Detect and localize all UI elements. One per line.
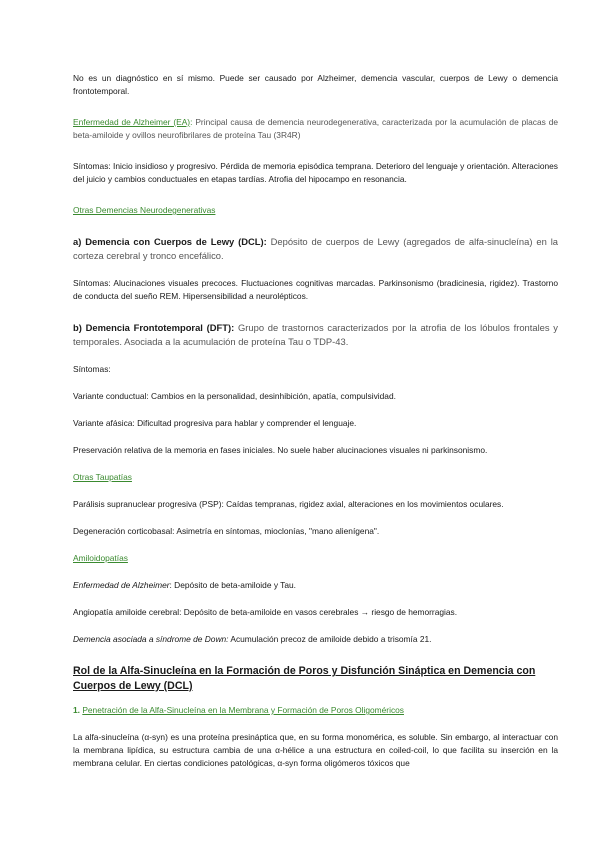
other-dementias-heading: Otras Demencias Neurodegenerativas (73, 205, 216, 215)
dft-symptoms-label: Síntomas: (73, 364, 111, 374)
amyloid-down-term: Demencia asociada a síndrome de Down: (73, 634, 229, 644)
dcl-symptoms: Síntomas: Alucinaciones visuales precoces. Fluctuaciones cognitivas marcadas. Parkinsonismo (bradicinesia, rigidez). Trastorno de conducta del sueño REM. Hipersensibilidad a neurolépticos. (73, 278, 558, 301)
corticobasal-paragraph: Degeneración corticobasal: Asimetría en síntomas, mioclonías, "mano alienígena". (73, 526, 380, 536)
amyloidopathies-heading: Amiloidopatías (73, 553, 128, 563)
dft-paragraph (73, 321, 558, 349)
dft-variant-conductual: Variante conductual: Cambios en la personalidad, desinhibición, apatía, compulsividad. (73, 391, 396, 401)
amyloid-angiopathy: Angiopatía amiloide cerebral: Depósito de beta-amiloide en vasos cerebrales → riesgo de hemorragias. (73, 607, 458, 617)
subsection-number: 1. (73, 705, 83, 715)
amyloid-down-text: Acumulación precoz de amiloide debido a trisomía 21. (228, 634, 432, 644)
amyloid-alzheimer (73, 579, 558, 592)
amyloid-down (73, 633, 558, 646)
dft-title: b) Demencia Frontotemporal (DFT): (73, 322, 235, 333)
document-page (73, 72, 558, 770)
dcl-paragraph (73, 235, 558, 263)
alzheimer-sep: : (190, 117, 196, 127)
psp-paragraph: Parálisis supranuclear progresiva (PSP): Caídas tempranas, rigidez axial, alteraciones en los movimientos oculares. (73, 499, 504, 509)
intro-paragraph: No es un diagnóstico en sí mismo. Puede ser causado por Alzheimer, demencia vascular, cuerpos de Lewy o demencia frontotemporal. (73, 73, 558, 96)
alzheimer-symptoms: Síntomas: Inicio insidioso y progresivo. Pérdida de memoria episódica temprana. Deterioro del lenguaje y orientación. Alteraciones del juicio y cambios conductuales en etapas tardías. Atrofia del hipocampo en resonancia. (73, 161, 558, 184)
subsection-heading (73, 704, 558, 717)
tauopathies-heading: Otras Taupatías (73, 472, 132, 482)
dft-definition: Grupo de trastornos caracterizados por la atrofia de los lóbulos frontales y temporales. Asociada a la acumulación de proteína Tau o TDP-43. (73, 322, 558, 347)
amyloid-alzheimer-term: Enfermedad de Alzheimer (73, 580, 170, 590)
subsection-title: Penetración de la Alfa-Sinucleína en la Membrana y Formación de Poros Oligoméricos (82, 705, 404, 715)
amyloid-alzheimer-text: : Depósito de beta-amiloide y Tau. (169, 580, 297, 590)
dft-preservation: Preservación relativa de la memoria en fases iniciales. No suele haber alucinaciones visuales ni parkinsonismo. (73, 445, 488, 455)
section-body: La alfa-sinucleína (α-syn) es una proteína presináptica que, en su forma monomérica, es soluble. Sin embargo, al interactuar con la membrana lipídica, su estructura cambia de una α-hélice a una estructura en coiled-coil, lo que facilita su inserción en la membrana celular. En ciertas condiciones patológicas, α-syn forma oligómeros tóxicos que (73, 732, 558, 768)
alzheimer-term: Enfermedad de Alzheimer (EA) (73, 117, 191, 127)
alzheimer-definition-text: Principal causa de demencia neurodegenerativa, caracterizada por la acumulación de placas de beta-amiloide y ovillos neurofibrilares de proteína Tau (3R4R) (73, 117, 559, 140)
dcl-title: a) Demencia con Cuerpos de Lewy (DCL): (73, 236, 267, 247)
dcl-definition: Depósito de cuerpos de Lewy (agregados de alfa-sinucleína) en la corteza cerebral y tronco encefálico. (73, 236, 558, 261)
dft-variant-afasica: Variante afásica: Dificultad progresiva para hablar y comprender el lenguaje. (73, 418, 357, 428)
section-title: Rol de la Alfa-Sinucleína en la Formación de Poros y Disfunción Sináptica en Demencia con Cuerpos de Lewy (DCL) (73, 665, 536, 692)
alzheimer-definition (73, 116, 558, 142)
